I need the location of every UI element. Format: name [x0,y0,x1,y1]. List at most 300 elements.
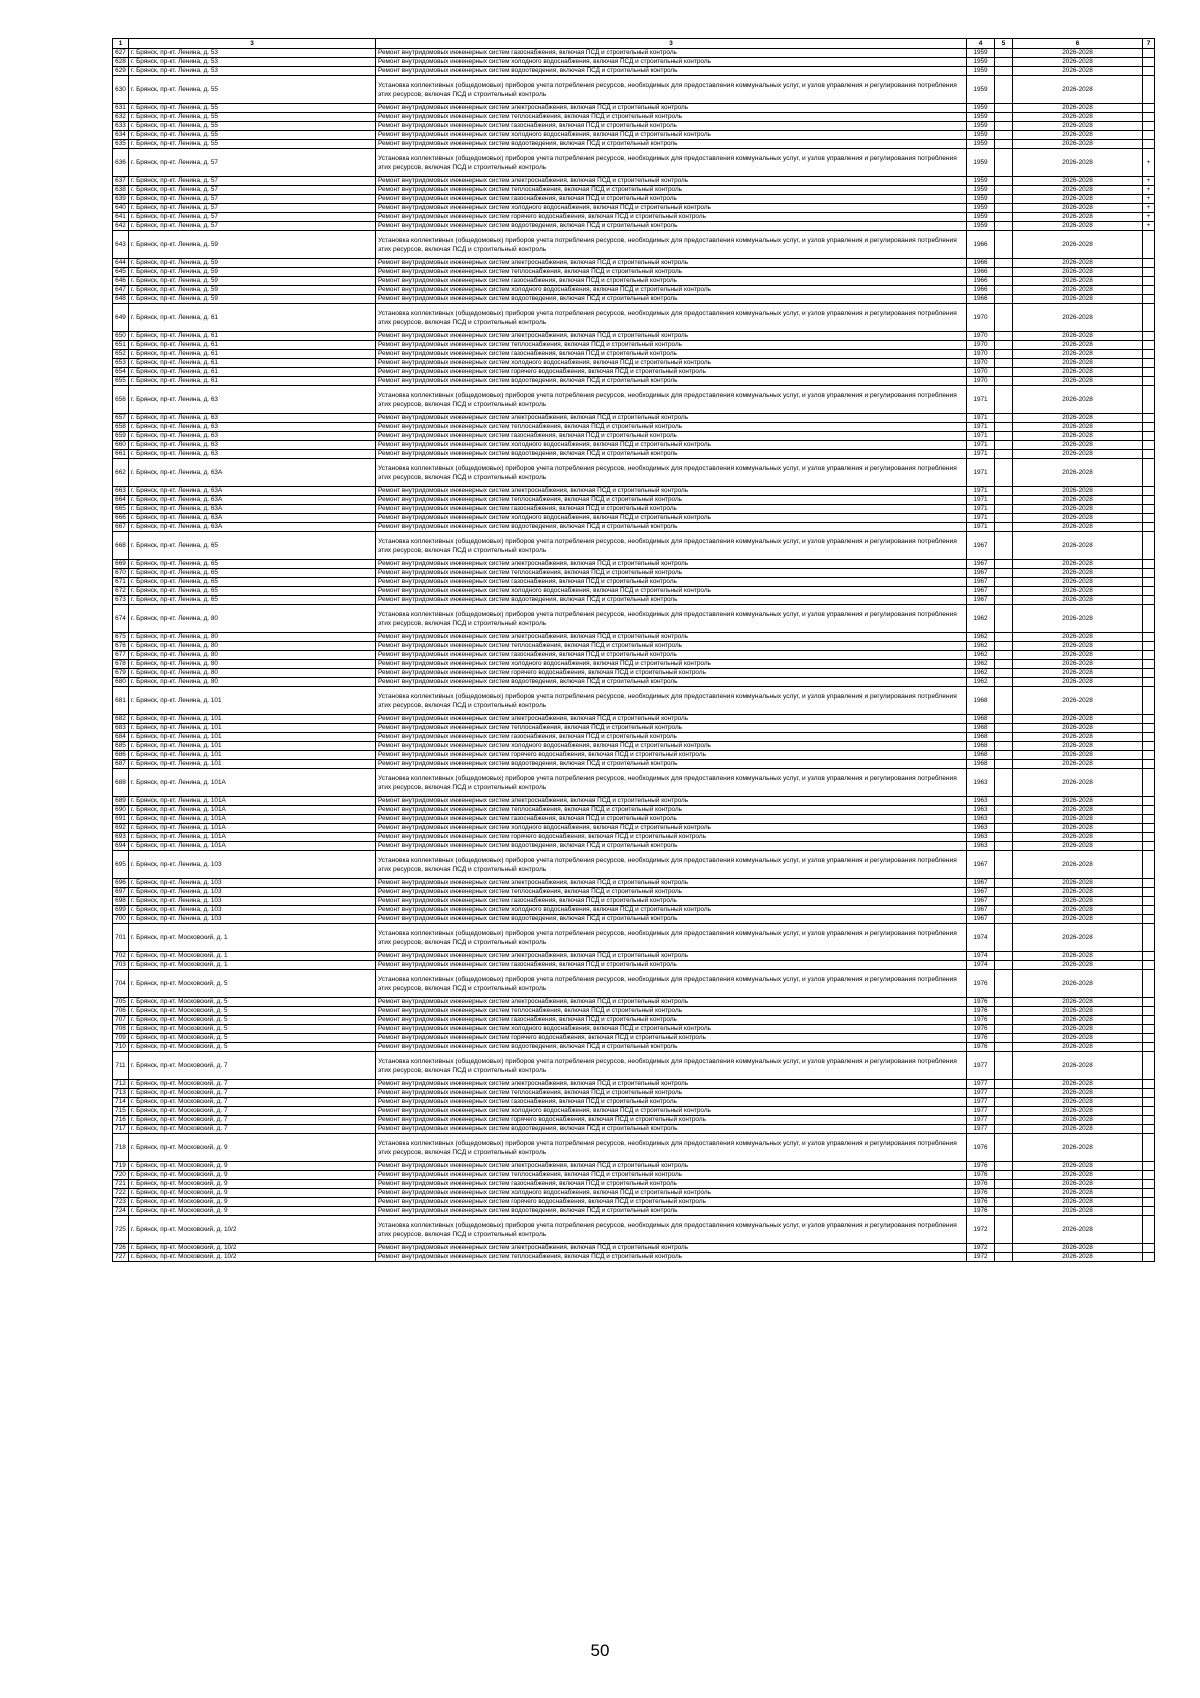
row-number-cell: 643 [113,231,129,259]
repair-schedule-table [112,38,1155,1262]
empty-cell [995,58,1013,67]
row-number-cell: 691 [113,815,129,824]
period-cell: 2026-2028 [1013,177,1143,186]
document-sheet [112,38,1154,1262]
table-row [113,1189,1155,1198]
year-cell: 1972 [967,1253,995,1262]
address-cell: г. Брянск, пр-кт. Ленина, д. 63 [129,450,376,459]
address-cell: г. Брянск, пр-кт. Ленина, д. 61 [129,359,376,368]
work-type-cell: Ремонт внутридомовых инженерных систем водоотведения, включая ПСД и строительный контроль [376,1043,967,1052]
row-number-cell: 715 [113,1107,129,1116]
flag-cell [1143,797,1155,806]
flag-cell [1143,1016,1155,1025]
flag-cell [1143,733,1155,742]
flag-cell [1143,651,1155,660]
period-cell: 2026-2028 [1013,332,1143,341]
year-cell: 1967 [967,578,995,587]
flag-cell [1143,605,1155,633]
period-cell: 2026-2028 [1013,815,1143,824]
address-cell: г. Брянск, пр-кт. Ленина, д. 63 [129,386,376,414]
empty-cell [995,1052,1013,1080]
address-cell: г. Брянск, пр-кт. Московский, д. 7 [129,1098,376,1107]
table-row [113,514,1155,523]
year-cell: 1976 [967,1207,995,1216]
table-row [113,1125,1155,1134]
table-row [113,204,1155,213]
year-cell: 1959 [967,177,995,186]
empty-cell [995,1207,1013,1216]
flag-cell [1143,888,1155,897]
table-row [113,824,1155,833]
header-cell: 5 [995,39,1013,49]
table-row [113,961,1155,970]
empty-cell [995,1180,1013,1189]
period-cell: 2026-2028 [1013,304,1143,332]
table-row [113,423,1155,432]
empty-cell [995,268,1013,277]
flag-cell [1143,1244,1155,1253]
year-cell: 1959 [967,149,995,177]
empty-cell [995,888,1013,897]
year-cell: 1959 [967,222,995,231]
flag-cell [1143,833,1155,842]
table-row [113,277,1155,286]
year-cell: 1977 [967,1089,995,1098]
period-cell: 2026-2028 [1013,1244,1143,1253]
year-cell: 1967 [967,851,995,879]
empty-cell [995,423,1013,432]
empty-cell [995,368,1013,377]
address-cell: г. Брянск, пр-кт. Московский, д. 9 [129,1180,376,1189]
address-cell: г. Брянск, пр-кт. Московский, д. 1 [129,952,376,961]
empty-cell [995,386,1013,414]
row-number-cell: 684 [113,733,129,742]
flag-cell [1143,897,1155,906]
year-cell: 1972 [967,1216,995,1244]
row-number-cell: 655 [113,377,129,386]
empty-cell [995,122,1013,131]
empty-cell [995,259,1013,268]
empty-cell [995,897,1013,906]
work-type-cell: Установка коллективных (общедомовых) приборов учета потребления ресурсов, необходимых для предоставления коммунальных услуг, и узлов управления и регулирования потребления этих ресурсов, включая ПСД и строительный контроль [376,769,967,797]
table-row [113,578,1155,587]
year-cell: 1959 [967,76,995,104]
address-cell: г. Брянск, пр-кт. Московский, д. 7 [129,1125,376,1134]
work-type-cell: Ремонт внутридомовых инженерных систем электроснабжения, включая ПСД и строительный контроль [376,715,967,724]
empty-cell [995,1043,1013,1052]
table-row [113,432,1155,441]
year-cell: 1971 [967,386,995,414]
row-number-cell: 652 [113,350,129,359]
work-type-cell: Ремонт внутридомовых инженерных систем газоснабжения, включая ПСД и строительный контроль [376,432,967,441]
flag-cell [1143,1198,1155,1207]
year-cell: 1968 [967,724,995,733]
work-type-cell: Ремонт внутридомовых инженерных систем теплоснабжения, включая ПСД и строительный контроль [376,496,967,505]
flag-cell [1143,523,1155,532]
row-number-cell: 710 [113,1043,129,1052]
address-cell: г. Брянск, пр-кт. Ленина, д. 65 [129,532,376,560]
flag-cell [1143,1080,1155,1089]
year-cell: 1962 [967,678,995,687]
flag-cell [1143,441,1155,450]
flag-cell [1143,1052,1155,1080]
empty-cell [995,231,1013,259]
year-cell: 1968 [967,733,995,742]
address-cell: г. Брянск, пр-кт. Ленина, д. 53 [129,67,376,76]
address-cell: г. Брянск, пр-кт. Московский, д. 5 [129,1025,376,1034]
flag-cell [1143,514,1155,523]
address-cell: г. Брянск, пр-кт. Ленина, д. 63А [129,459,376,487]
period-cell: 2026-2028 [1013,1089,1143,1098]
period-cell: 2026-2028 [1013,961,1143,970]
work-type-cell: Установка коллективных (общедомовых) приборов учета потребления ресурсов, необходимых для предоставления коммунальных услуг, и узлов управления и регулирования потребления этих ресурсов, включая ПСД и строительный контроль [376,386,967,414]
table-row [113,888,1155,897]
flag-cell [1143,1043,1155,1052]
row-number-cell: 639 [113,195,129,204]
flag-cell [1143,815,1155,824]
address-cell: г. Брянск, пр-кт. Ленина, д. 101А [129,797,376,806]
period-cell: 2026-2028 [1013,149,1143,177]
year-cell: 1967 [967,897,995,906]
row-number-cell: 653 [113,359,129,368]
empty-cell [995,1198,1013,1207]
table-row [113,1162,1155,1171]
table-row [113,1253,1155,1262]
work-type-cell: Ремонт внутридомовых инженерных систем электроснабжения, включая ПСД и строительный контроль [376,1244,967,1253]
year-cell: 1966 [967,259,995,268]
flag-cell [1143,879,1155,888]
year-cell: 1962 [967,669,995,678]
address-cell: г. Брянск, пр-кт. Московский, д. 5 [129,1007,376,1016]
address-cell: г. Брянск, пр-кт. Ленина, д. 101 [129,715,376,724]
period-cell: 2026-2028 [1013,450,1143,459]
year-cell: 1970 [967,368,995,377]
address-cell: г. Брянск, пр-кт. Ленина, д. 101А [129,833,376,842]
row-number-cell: 677 [113,651,129,660]
address-cell: г. Брянск, пр-кт. Ленина, д. 65 [129,569,376,578]
year-cell: 1974 [967,952,995,961]
work-type-cell: Ремонт внутридомовых инженерных систем водоотведения, включая ПСД и строительный контроль [376,1207,967,1216]
empty-cell [995,578,1013,587]
row-number-cell: 699 [113,906,129,915]
work-type-cell: Ремонт внутридомовых инженерных систем электроснабжения, включая ПСД и строительный контроль [376,952,967,961]
row-number-cell: 670 [113,569,129,578]
work-type-cell: Ремонт внутридомовых инженерных систем электроснабжения, включая ПСД и строительный контроль [376,259,967,268]
address-cell: г. Брянск, пр-кт. Ленина, д. 101А [129,769,376,797]
address-cell: г. Брянск, пр-кт. Московский, д. 7 [129,1089,376,1098]
row-number-cell: 704 [113,970,129,998]
table-row [113,1207,1155,1216]
empty-cell [995,441,1013,450]
empty-cell [995,414,1013,423]
empty-cell [995,149,1013,177]
empty-cell [995,678,1013,687]
work-type-cell: Ремонт внутридомовых инженерных систем холодного водоснабжения, включая ПСД и строительный контроль [376,1107,967,1116]
year-cell: 1963 [967,769,995,797]
address-cell: г. Брянск, пр-кт. Ленина, д. 55 [129,131,376,140]
table-row [113,669,1155,678]
year-cell: 1968 [967,751,995,760]
flag-cell [1143,268,1155,277]
table-row [113,76,1155,104]
year-cell: 1959 [967,104,995,113]
flag-cell [1143,131,1155,140]
address-cell: г. Брянск, пр-кт. Ленина, д. 103 [129,897,376,906]
empty-cell [995,952,1013,961]
address-cell: г. Брянск, пр-кт. Ленина, д. 59 [129,268,376,277]
table-row [113,742,1155,751]
empty-cell [995,113,1013,122]
header-cell: 1 [113,39,129,49]
empty-cell [995,924,1013,952]
work-type-cell: Ремонт внутридомовых инженерных систем электроснабжения, включая ПСД и строительный контроль [376,633,967,642]
flag-cell [1143,122,1155,131]
year-cell: 1963 [967,806,995,815]
flag-cell [1143,487,1155,496]
empty-cell [995,742,1013,751]
year-cell: 1972 [967,1244,995,1253]
empty-cell [995,459,1013,487]
empty-cell [995,332,1013,341]
row-number-cell: 713 [113,1089,129,1098]
row-number-cell: 662 [113,459,129,487]
period-cell: 2026-2028 [1013,797,1143,806]
empty-cell [995,1171,1013,1180]
address-cell: г. Брянск, пр-кт. Московский, д. 10/2 [129,1253,376,1262]
row-number-cell: 673 [113,596,129,605]
empty-cell [995,496,1013,505]
flag-cell [1143,359,1155,368]
work-type-cell: Ремонт внутридомовых инженерных систем холодного водоснабжения, включая ПСД и строительный контроль [376,58,967,67]
year-cell: 1977 [967,1098,995,1107]
empty-cell [995,669,1013,678]
period-cell: 2026-2028 [1013,633,1143,642]
period-cell: 2026-2028 [1013,915,1143,924]
table-row [113,587,1155,596]
work-type-cell: Ремонт внутридомовых инженерных систем электроснабжения, включая ПСД и строительный контроль [376,414,967,423]
table-row [113,131,1155,140]
row-number-cell: 690 [113,806,129,815]
year-cell: 1968 [967,742,995,751]
year-cell: 1970 [967,359,995,368]
empty-cell [995,1089,1013,1098]
row-number-cell: 637 [113,177,129,186]
row-number-cell: 676 [113,642,129,651]
row-number-cell: 645 [113,268,129,277]
empty-cell [995,277,1013,286]
table-row [113,195,1155,204]
table-row [113,1171,1155,1180]
period-cell: 2026-2028 [1013,104,1143,113]
flag-cell [1143,295,1155,304]
work-type-cell: Ремонт внутридомовых инженерных систем холодного водоснабжения, включая ПСД и строительный контроль [376,742,967,751]
work-type-cell: Ремонт внутридомовых инженерных систем газоснабжения, включая ПСД и строительный контроль [376,122,967,131]
row-number-cell: 708 [113,1025,129,1034]
row-number-cell: 661 [113,450,129,459]
row-number-cell: 632 [113,113,129,122]
year-cell: 1976 [967,970,995,998]
row-number-cell: 628 [113,58,129,67]
table-row [113,569,1155,578]
work-type-cell: Ремонт внутридомовых инженерных систем теплоснабжения, включая ПСД и строительный контроль [376,724,967,733]
table-row [113,806,1155,815]
table-row [113,651,1155,660]
work-type-cell: Ремонт внутридомовых инженерных систем горячего водоснабжения, включая ПСД и строительный контроль [376,1198,967,1207]
period-cell: 2026-2028 [1013,67,1143,76]
year-cell: 1963 [967,824,995,833]
period-cell: 2026-2028 [1013,1107,1143,1116]
empty-cell [995,177,1013,186]
row-number-cell: 638 [113,186,129,195]
flag-cell [1143,1253,1155,1262]
empty-cell [995,350,1013,359]
flag-cell: + [1143,149,1155,177]
year-cell: 1971 [967,514,995,523]
table-row [113,633,1155,642]
row-number-cell: 640 [113,204,129,213]
empty-cell [995,560,1013,569]
work-type-cell: Ремонт внутридомовых инженерных систем теплоснабжения, включая ПСД и строительный контроль [376,268,967,277]
address-cell: г. Брянск, пр-кт. Ленина, д. 61 [129,350,376,359]
row-number-cell: 660 [113,441,129,450]
row-number-cell: 629 [113,67,129,76]
empty-cell [995,587,1013,596]
period-cell: 2026-2028 [1013,833,1143,842]
period-cell: 2026-2028 [1013,1198,1143,1207]
work-type-cell: Установка коллективных (общедомовых) приборов учета потребления ресурсов, необходимых для предоставления коммунальных услуг, и узлов управления и регулирования потребления этих ресурсов, включая ПСД и строительный контроль [376,304,967,332]
flag-cell [1143,505,1155,514]
period-cell: 2026-2028 [1013,1180,1143,1189]
row-number-cell: 666 [113,514,129,523]
empty-cell [995,222,1013,231]
address-cell: г. Брянск, пр-кт. Московский, д. 7 [129,1052,376,1080]
year-cell: 1976 [967,1171,995,1180]
row-number-cell: 654 [113,368,129,377]
period-cell: 2026-2028 [1013,1125,1143,1134]
period-cell: 2026-2028 [1013,842,1143,851]
period-cell: 2026-2028 [1013,1052,1143,1080]
empty-cell [995,359,1013,368]
row-number-cell: 651 [113,341,129,350]
flag-cell [1143,1007,1155,1016]
period-cell: 2026-2028 [1013,715,1143,724]
period-cell: 2026-2028 [1013,669,1143,678]
flag-cell [1143,532,1155,560]
flag-cell [1143,760,1155,769]
empty-cell [995,769,1013,797]
address-cell: г. Брянск, пр-кт. Ленина, д. 101 [129,751,376,760]
row-number-cell: 711 [113,1052,129,1080]
period-cell: 2026-2028 [1013,851,1143,879]
period-cell: 2026-2028 [1013,386,1143,414]
period-cell: 2026-2028 [1013,760,1143,769]
work-type-cell: Ремонт внутридомовых инженерных систем холодного водоснабжения, включая ПСД и строительный контроль [376,660,967,669]
address-cell: г. Брянск, пр-кт. Ленина, д. 103 [129,851,376,879]
flag-cell [1143,569,1155,578]
flag-cell [1143,669,1155,678]
year-cell: 1959 [967,204,995,213]
period-cell: 2026-2028 [1013,769,1143,797]
work-type-cell: Ремонт внутридомовых инженерных систем холодного водоснабжения, включая ПСД и строительный контроль [376,359,967,368]
year-cell: 1959 [967,213,995,222]
year-cell: 1959 [967,49,995,58]
flag-cell [1143,1162,1155,1171]
year-cell: 1970 [967,377,995,386]
empty-cell [995,186,1013,195]
address-cell: г. Брянск, пр-кт. Ленина, д. 63А [129,523,376,532]
address-cell: г. Брянск, пр-кт. Ленина, д. 101 [129,733,376,742]
empty-cell [995,104,1013,113]
work-type-cell: Ремонт внутридомовых инженерных систем теплоснабжения, включая ПСД и строительный контроль [376,186,967,195]
table-row [113,687,1155,715]
work-type-cell: Ремонт внутридомовых инженерных систем холодного водоснабжения, включая ПСД и строительный контроль [376,286,967,295]
work-type-cell: Ремонт внутридомовых инженерных систем теплоснабжения, включая ПСД и строительный контроль [376,1007,967,1016]
flag-cell [1143,678,1155,687]
address-cell: г. Брянск, пр-кт. Ленина, д. 63 [129,441,376,450]
period-cell: 2026-2028 [1013,651,1143,660]
table-row [113,496,1155,505]
work-type-cell: Установка коллективных (общедомовых) приборов учета потребления ресурсов, необходимых для предоставления коммунальных услуг, и узлов управления и регулирования потребления этих ресурсов, включая ПСД и строительный контроль [376,851,967,879]
table-row [113,523,1155,532]
year-cell: 1959 [967,140,995,149]
work-type-cell: Ремонт внутридомовых инженерных систем газоснабжения, включая ПСД и строительный контроль [376,49,967,58]
work-type-cell: Ремонт внутридомовых инженерных систем электроснабжения, включая ПСД и строительный контроль [376,1080,967,1089]
address-cell: г. Брянск, пр-кт. Ленина, д. 63А [129,505,376,514]
address-cell: г. Брянск, пр-кт. Московский, д. 7 [129,1116,376,1125]
period-cell: 2026-2028 [1013,414,1143,423]
year-cell: 1963 [967,797,995,806]
period-cell: 2026-2028 [1013,1016,1143,1025]
work-type-cell: Ремонт внутридомовых инженерных систем газоснабжения, включая ПСД и строительный контроль [376,815,967,824]
table-row [113,1107,1155,1116]
table-row [113,1134,1155,1162]
header-cell: 4 [967,39,995,49]
period-cell: 2026-2028 [1013,341,1143,350]
flag-cell [1143,1207,1155,1216]
period-cell: 2026-2028 [1013,277,1143,286]
flag-cell [1143,1107,1155,1116]
table-row [113,532,1155,560]
row-number-cell: 669 [113,560,129,569]
year-cell: 1970 [967,350,995,359]
empty-cell [995,1134,1013,1162]
address-cell: г. Брянск, пр-кт. Московский, д. 5 [129,1043,376,1052]
table-row [113,1025,1155,1034]
row-number-cell: 712 [113,1080,129,1089]
flag-cell [1143,687,1155,715]
work-type-cell: Ремонт внутридомовых инженерных систем электроснабжения, включая ПСД и строительный контроль [376,879,967,888]
address-cell: г. Брянск, пр-кт. Московский, д. 5 [129,970,376,998]
address-cell: г. Брянск, пр-кт. Ленина, д. 55 [129,113,376,122]
year-cell: 1967 [967,596,995,605]
row-number-cell: 724 [113,1207,129,1216]
flag-cell [1143,286,1155,295]
row-number-cell: 642 [113,222,129,231]
row-number-cell: 650 [113,332,129,341]
period-cell: 2026-2028 [1013,1253,1143,1262]
flag-cell [1143,386,1155,414]
work-type-cell: Ремонт внутридомовых инженерных систем газоснабжения, включая ПСД и строительный контроль [376,1016,967,1025]
row-number-cell: 683 [113,724,129,733]
address-cell: г. Брянск, пр-кт. Московский, д. 7 [129,1080,376,1089]
empty-cell [995,1244,1013,1253]
table-row [113,58,1155,67]
period-cell: 2026-2028 [1013,523,1143,532]
empty-cell [995,605,1013,633]
row-number-cell: 641 [113,213,129,222]
row-number-cell: 671 [113,578,129,587]
table-row [113,560,1155,569]
